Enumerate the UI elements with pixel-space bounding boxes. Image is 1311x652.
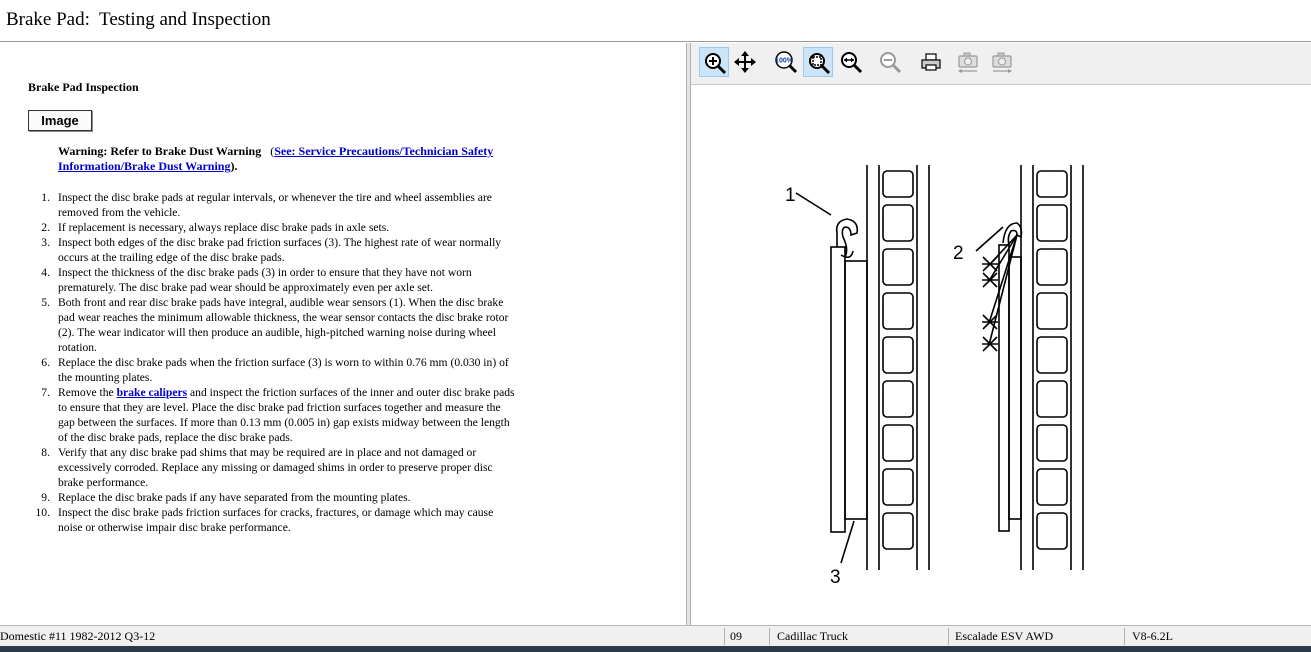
fit-width-button[interactable]	[836, 47, 866, 77]
step-text: If replacement is necessary, always replace disc brake pads in axle sets.	[58, 221, 390, 234]
zoom-fit-icon	[807, 51, 831, 75]
fit-to-window-button[interactable]	[803, 47, 833, 77]
list-item	[0, 445, 520, 490]
warning-note	[58, 144, 518, 174]
list-item	[0, 295, 520, 355]
step-text: Inspect the disc brake pads friction surfaces for cracks, fractures, or damage which may cause noise or otherwise impair disc brake performance.	[58, 506, 494, 534]
step-number: 9.	[41, 491, 50, 504]
status-database: Domestic #11 1982-2012 Q3-12	[0, 629, 156, 643]
camera-forward-icon	[990, 50, 1014, 74]
image-toolbar	[691, 43, 1311, 85]
camera-back-icon	[956, 50, 980, 74]
step-text: Inspect both edges of the disc brake pad friction surfaces (3). The highest rate of wear normally occurs at the trailing edge of the disc brake pads.	[58, 236, 502, 264]
status-engine: V8-6.2L	[1132, 629, 1173, 643]
warning-close: ).	[230, 159, 238, 173]
status-separator	[1124, 628, 1125, 645]
brake-calipers-link[interactable]: brake calipers	[116, 386, 188, 399]
zoom-100-text: 100%	[775, 57, 793, 65]
step-text: Replace the disc brake pads when the friction surface (3) is worn to within 0.76 mm (0.030 in) of the mounting plates.	[58, 356, 509, 384]
zoom-in-button[interactable]	[699, 47, 729, 77]
step-number: 10.	[35, 506, 50, 519]
step-text: Replace the disc brake pads if any have separated from the mounting plates.	[58, 491, 411, 504]
step-text: Inspect the thickness of the disc brake pads (3) in order to ensure that they have not worn prematurely. The disc brake pad wear should be approximately even per axle set.	[58, 266, 472, 294]
step-number: 6.	[41, 356, 50, 369]
step-number: 4.	[41, 266, 50, 279]
step-number: 1.	[41, 191, 50, 204]
window-titlebar	[0, 0, 1311, 42]
step-text: Verify that any disc brake pad shims that may be required are in place and not damaged or excessively corroded. Replace any missing or damaged shims in order to preserve proper disc brake performance.	[58, 446, 493, 489]
move-icon	[733, 50, 757, 74]
warning-text: Warning: Refer to Brake Dust Warning	[58, 144, 262, 158]
list-item	[0, 355, 520, 385]
next-image-button[interactable]	[987, 47, 1017, 77]
status-separator	[724, 628, 725, 645]
label-wear-sensor: 1	[785, 185, 796, 206]
status-separator	[948, 628, 949, 645]
document-pane[interactable]	[0, 43, 686, 625]
status-separator	[769, 628, 770, 645]
window-title: Brake Pad: Testing and Inspection	[6, 9, 271, 30]
list-item	[0, 190, 520, 220]
printer-icon	[919, 50, 943, 74]
label-friction-surface: 3	[830, 567, 841, 588]
list-item	[0, 220, 520, 235]
zoom-out-icon	[878, 50, 902, 74]
status-year: 09	[730, 629, 742, 643]
list-item	[0, 490, 520, 505]
brake-pad-diagram	[691, 85, 1311, 625]
warning-open-paren: (	[270, 144, 275, 158]
step-text: Inspect the disc brake pads at regular intervals, or whenever the tire and wheel assemblies are removed from the vehicle.	[58, 191, 492, 219]
step-number: 5.	[41, 296, 50, 309]
print-button[interactable]	[916, 47, 946, 77]
image-button[interactable]: Image	[28, 110, 92, 131]
section-heading: Brake Pad Inspection	[28, 80, 139, 94]
taskbar-strip	[0, 646, 1311, 652]
zoom-width-icon	[839, 50, 863, 74]
list-item	[0, 235, 520, 265]
step-number: 7.	[41, 386, 50, 399]
actual-size-button[interactable]	[771, 47, 801, 77]
step-text: Both front and rear disc brake pads have integral, audible wear sensors (1). When the disc brake pad wear reaches the minimum allowable thickness, the wear sensor contacts the disc brake rotor (2). The wear indicator will then produce an audible, high-pitched warning noise during wheel rotation.	[58, 296, 509, 354]
pan-button[interactable]	[730, 47, 760, 77]
status-make: Cadillac Truck	[777, 629, 848, 643]
zoom-100-icon	[774, 50, 798, 74]
zoom-out-button[interactable]	[875, 47, 905, 77]
step-number: 2.	[41, 221, 50, 234]
status-model: Escalade ESV AWD	[955, 629, 1054, 643]
image-viewer-pane	[691, 43, 1311, 625]
brake-dust-warning-link[interactable]: See: Service Precautions/Technician Safety Information/Brake Dust Warning	[58, 144, 494, 173]
zoom-in-icon	[703, 51, 727, 75]
label-rotor: 2	[953, 243, 964, 264]
previous-image-button[interactable]	[953, 47, 983, 77]
list-item	[0, 265, 520, 295]
step-text-before: Remove the	[58, 386, 117, 399]
step-number: 8.	[41, 446, 50, 459]
list-item	[0, 505, 520, 535]
step-number: 3.	[41, 236, 50, 249]
inspection-steps	[0, 190, 520, 535]
list-item	[0, 385, 520, 445]
step-text-after: and inspect the friction surfaces of the inner and outer disc brake pads to ensure that they are level. Place the disc brake pad friction surfaces together and measure the gap between the surfaces. If more than 0.13 mm (0.005 in) gap exists midway between the length of the disc brake pads, replace the disc brake pads.	[58, 386, 515, 444]
